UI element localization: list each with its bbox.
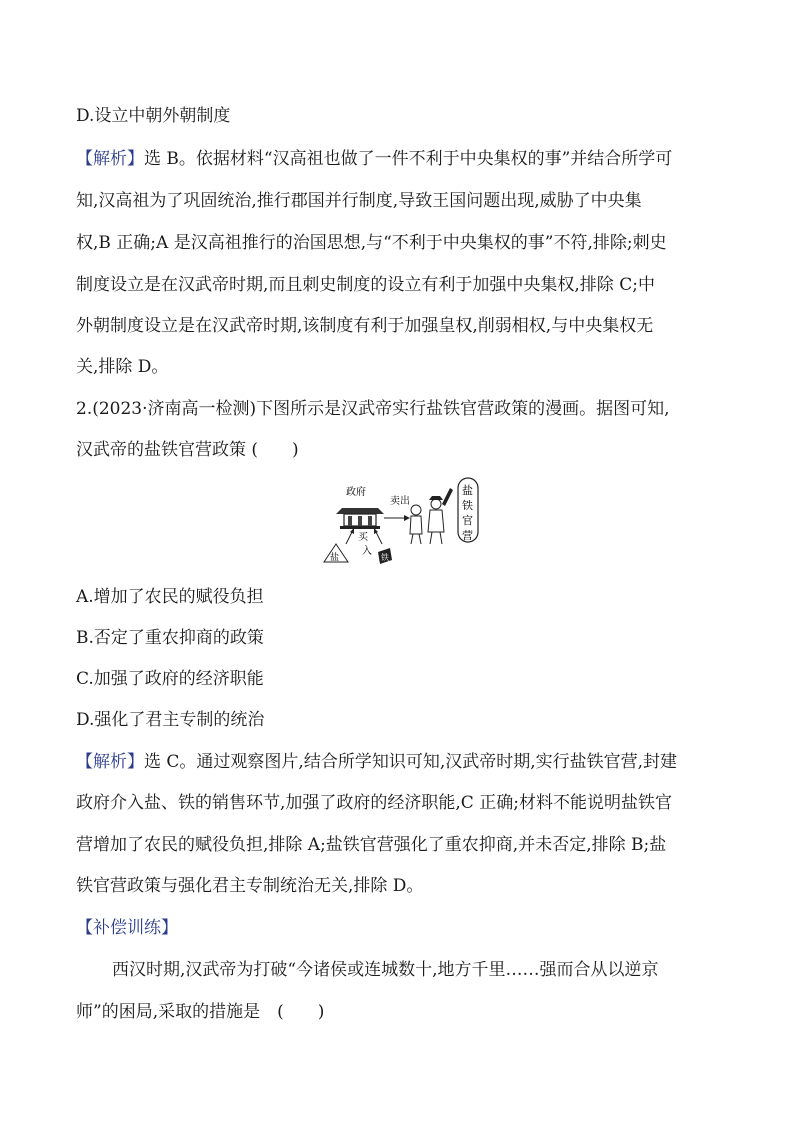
label-iron: 铁 — [381, 553, 389, 562]
q2-stem-line-1: 2.(2023·济南高一检测)下图所示是汉武帝实行盐铁官营政策的漫画。据图可知, — [76, 399, 670, 419]
supplement-tag: 【补偿训练】 — [76, 918, 178, 938]
q2-option-c: C.加强了政府的经济职能 — [76, 669, 264, 689]
label-government: 政府 — [346, 487, 366, 498]
sell-arrow-icon — [384, 515, 410, 521]
label-salt: 盐 — [330, 553, 340, 563]
q1-analysis-line-2: 知,汉高祖为了巩固统治,推行郡国并行制度,导致王国问题出现,威胁了中央集 — [76, 191, 642, 211]
label-buy-1: 买 — [358, 532, 368, 543]
q2-analysis-line-4: 铁官营政策与强化君主专制统治无关,排除 D。 — [76, 876, 424, 896]
analysis-tag: 【解析】 — [76, 149, 144, 169]
q1-analysis-line-6: 关,排除 D。 — [76, 357, 169, 377]
q1-analysis-line-4: 制度设立是在汉武帝时期,而且刺史制度的设立有利于加强中央集权,排除 C;中 — [76, 275, 655, 295]
q1-analysis-line-1 — [76, 149, 672, 169]
government-building-icon — [336, 508, 384, 529]
supplement-line-2: 师”的困局,采取的措施是 ( ) — [76, 1002, 325, 1022]
banner-char-3: 官 — [462, 514, 473, 527]
salt-iron-banner — [458, 478, 478, 542]
q2-option-a: A.增加了农民的赋役负担 — [76, 587, 264, 607]
q2-analysis-line-1 — [76, 752, 677, 772]
people-icon — [410, 488, 453, 544]
banner-char-4: 营 — [462, 529, 473, 542]
analysis-text: 选 B。依据材料“汉高祖也做了一件不利于中央集权的事”并结合所学可 — [144, 149, 673, 169]
banner-char-2: 铁 — [462, 499, 473, 512]
q2-analysis-line-2: 政府介入盐、铁的销售环节,加强了政府的经济职能,C 正确;材料不能说明盐铁官 — [76, 793, 672, 813]
q2-analysis-line-3: 营增加了农民的赋役负担,排除 A;盐铁官营强化了重农抑商,并未否定,排除 B;盐 — [76, 835, 667, 855]
salt-pile-icon — [324, 544, 348, 563]
q1-option-d: D.设立中朝外朝制度 — [76, 106, 231, 126]
iron-ingot-icon — [378, 548, 392, 564]
analysis-text: 选 C。通过观察图片,结合所学知识可知,汉武帝时期,实行盐铁官营,封建 — [144, 752, 678, 772]
q1-analysis-line-5: 外朝制度设立是在汉武帝时期,该制度有利于加强皇权,削弱相权,与中央集权无 — [76, 316, 654, 336]
salt-iron-cartoon — [322, 474, 482, 566]
label-sell: 卖出 — [390, 496, 410, 507]
analysis-tag: 【解析】 — [76, 752, 144, 772]
q1-analysis-line-3: 权,B 正确;A 是汉高祖推行的治国思想,与“不利于中央集权的事”不符,排除;刺史 — [76, 233, 667, 253]
q2-option-b: B.否定了重农抑商的政策 — [76, 628, 264, 648]
supplement-line-1: 西汉时期,汉武帝为打破“今诸侯或连城数十,地方千里……强而合从以逆京 — [112, 960, 659, 980]
label-buy-2: 入 — [362, 546, 372, 557]
q2-option-d: D.强化了君主专制的统治 — [76, 710, 265, 730]
q2-stem-line-2: 汉武帝的盐铁官营政策 ( ) — [76, 440, 299, 460]
banner-char-1: 盐 — [462, 484, 473, 497]
